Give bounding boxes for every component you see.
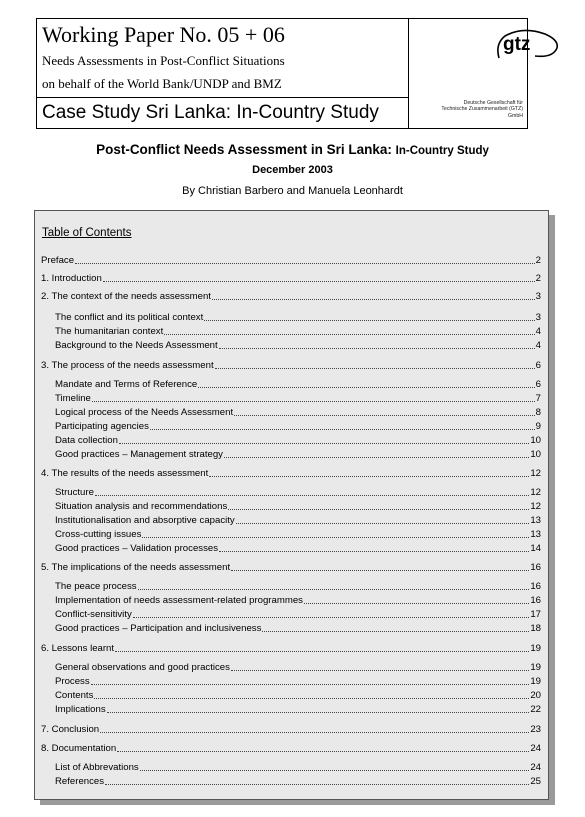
toc-leader-dots [75,262,535,264]
toc-entry-label: Implementation of needs assessment-related programmes [55,595,303,606]
toc-leader-dots [231,569,529,571]
toc-leader-dots [95,494,529,496]
toc-entry-page: 16 [530,581,541,592]
toc-entry[interactable] [55,594,541,607]
toc-entry-label: 5. The implications of the needs assessment [41,562,231,573]
toc-entry-label: 6. Lessons learnt [41,643,115,654]
toc-entry[interactable] [55,542,541,555]
toc-entry-label: References [55,776,105,787]
toc-leader-dots [138,588,530,590]
toc-entry-page: 19 [530,662,541,673]
toc-entry[interactable] [55,448,541,461]
toc-entry-page: 6 [535,379,541,390]
toc-entry[interactable] [55,486,541,499]
table-of-contents [34,210,549,800]
toc-leader-dots [91,683,530,685]
toc-entry-label: Conflict-sensitivity [55,609,132,620]
toc-entry-label: Timeline [55,393,91,404]
toc-leader-dots [117,750,529,752]
toc-entry-page: 9 [535,421,541,432]
toc-leader-dots [92,400,535,402]
toc-leader-dots [198,386,534,388]
toc-entry[interactable] [41,359,541,372]
toc-leader-dots [150,428,535,430]
toc-entry[interactable] [41,561,541,574]
toc-leader-dots [209,475,529,477]
toc-entry[interactable] [41,290,541,303]
toc-entry-page: 10 [530,449,541,460]
toc-leader-dots [115,650,529,652]
toc-leader-dots [133,616,530,618]
toc-entry[interactable] [55,339,541,352]
toc-entry[interactable] [55,434,541,447]
toc-entry-label: 8. Documentation [41,743,117,754]
toc-entry-label: The humanitarian context [55,326,164,337]
toc-entry[interactable] [41,742,541,755]
toc-leader-dots [224,456,529,458]
toc-leader-dots [219,550,529,552]
toc-entry-label: Situation analysis and recommendations [55,501,228,512]
toc-entry-label: Mandate and Terms of Reference [55,379,198,390]
toc-entry-label: 4. The results of the needs assessment [41,468,209,479]
gtz-organisation-name [403,100,523,119]
toc-leader-dots [140,769,530,771]
toc-entry[interactable] [55,675,541,688]
toc-leader-dots [228,508,529,510]
gtz-logo-text: gtz [503,34,531,55]
toc-entry-label: Participating agencies [55,421,149,432]
toc-leader-dots [231,669,529,671]
toc-entry[interactable] [55,325,541,338]
toc-entry-page: 17 [530,609,541,620]
toc-entries [35,211,548,799]
toc-entry-label: Process [55,676,90,687]
toc-entry-label: Data collection [55,435,118,446]
document-date: December 2003 [252,164,333,176]
toc-entry-page: 10 [530,435,541,446]
toc-entry[interactable] [55,761,541,774]
toc-entry-label: Contents [55,690,94,701]
toc-entry-page: 22 [530,704,541,715]
toc-entry[interactable] [55,580,541,593]
toc-entry-page: 24 [530,762,541,773]
toc-entry-page: 16 [530,595,541,606]
toc-leader-dots [212,298,535,300]
case-study-title: Case Study Sri Lanka: In-Country Study [42,102,379,123]
toc-entry-page: 8 [535,407,541,418]
gtz-org-line1: Deutsche Gesellschaft für [463,100,523,106]
toc-entry-page: 25 [530,776,541,787]
toc-entry[interactable] [55,608,541,621]
toc-entry[interactable] [55,420,541,433]
toc-entry-label: List of Abbrevations [55,762,139,773]
document-title [0,141,585,160]
toc-entry[interactable] [55,703,541,716]
toc-leader-dots [100,731,529,733]
toc-entry-page: 2 [535,273,541,284]
document-title-sub: In-Country Study [395,145,489,157]
toc-entry-page: 19 [530,676,541,687]
toc-entry-page: 7 [535,393,541,404]
toc-leader-dots [204,319,534,321]
toc-entry-page: 20 [530,690,541,701]
toc-entry-page: 3 [535,291,541,302]
toc-entry-label: 1. Introduction [41,273,102,284]
toc-entry-label: General observations and good practices [55,662,230,673]
toc-entry-page: 2 [535,255,541,266]
toc-entry-label: Preface [41,255,75,266]
toc-entry[interactable] [41,272,541,285]
toc-entry-page: 18 [530,623,541,634]
toc-entry[interactable] [55,528,541,541]
header-subtitle-line2: on behalf of the World Bank/UNDP and BMZ [42,76,282,91]
toc-leader-dots [103,280,535,282]
toc-leader-dots [304,602,529,604]
toc-leader-dots [236,522,530,524]
toc-leader-dots [94,697,529,699]
toc-entry[interactable] [55,392,541,405]
gtz-logo [493,28,561,60]
toc-entry-label: The peace process [55,581,137,592]
toc-entry-page: 12 [530,468,541,479]
toc-entry-page: 3 [535,312,541,323]
toc-entry-label: 2. The context of the needs assessment [41,291,211,302]
gtz-org-line3: GmbH [508,112,523,119]
toc-entry-label: 3. The process of the needs assessment [41,360,214,371]
header-box [36,18,531,129]
toc-entry-page: 24 [530,743,541,754]
working-paper-title: Working Paper No. 05 + 06 [42,22,285,47]
toc-entry-page: 23 [530,724,541,735]
toc-entry-page: 13 [530,529,541,540]
toc-entry[interactable] [55,406,541,419]
toc-entry-label: Good practices – Validation processes [55,543,219,554]
toc-entry[interactable] [55,622,541,635]
toc-leader-dots [142,536,529,538]
toc-entry[interactable] [41,642,541,655]
toc-entry-label: The conflict and its political context [55,312,204,323]
header-left [37,19,409,128]
toc-entry-page: 19 [530,643,541,654]
toc-entry-page: 4 [535,326,541,337]
toc-entry[interactable] [55,500,541,513]
gtz-org-line2: Technische Zusammenarbeit (GTZ) [441,106,523,113]
toc-heading: Table of Contents [42,227,132,239]
toc-entry-label: Cross-cutting issues [55,529,142,540]
toc-leader-dots [119,442,529,444]
toc-leader-dots [164,333,534,335]
toc-entry-page: 6 [535,360,541,371]
toc-entry[interactable] [55,514,541,527]
toc-entry-label: Good practices – Participation and inclusiveness [55,623,262,634]
toc-entry-page: 12 [530,487,541,498]
header-subtitle-line1: Needs Assessments in Post-Conflict Situations [42,53,285,68]
document-authors: By Christian Barbero and Manuela Leonhardt [182,185,403,197]
toc-entry-label: Good practices – Management strategy [55,449,223,460]
toc-leader-dots [219,347,535,349]
toc-entry-label: Logical process of the Needs Assessment [55,407,234,418]
header-right [409,19,531,128]
toc-entry-label: 7. Conclusion [41,724,100,735]
toc-entry[interactable] [55,775,541,788]
toc-entry-label: Implications [55,704,106,715]
toc-entry[interactable] [41,467,541,480]
toc-entry-page: 16 [530,562,541,573]
toc-leader-dots [105,783,529,785]
toc-leader-dots [107,711,530,713]
toc-entry-page: 12 [530,501,541,512]
document-title-main: Post-Conflict Needs Assessment in Sri Lanka: [96,142,392,157]
toc-leader-dots [215,367,535,369]
toc-entry[interactable] [55,378,541,391]
toc-entry-label: Structure [55,487,94,498]
toc-entry[interactable] [55,689,541,702]
toc-entry-page: 14 [530,543,541,554]
header-divider [37,97,408,98]
toc-entry[interactable] [55,661,541,674]
toc-entry-page: 13 [530,515,541,526]
toc-leader-dots [262,630,529,632]
toc-leader-dots [234,414,535,416]
toc-entry-page: 4 [535,340,541,351]
toc-entry[interactable] [41,723,541,736]
toc-entry-label: Background to the Needs Assessment [55,340,218,351]
toc-entry[interactable] [55,311,541,324]
toc-entry[interactable] [41,254,541,267]
toc-entry-label: Institutionalisation and absorptive capacity [55,515,235,526]
